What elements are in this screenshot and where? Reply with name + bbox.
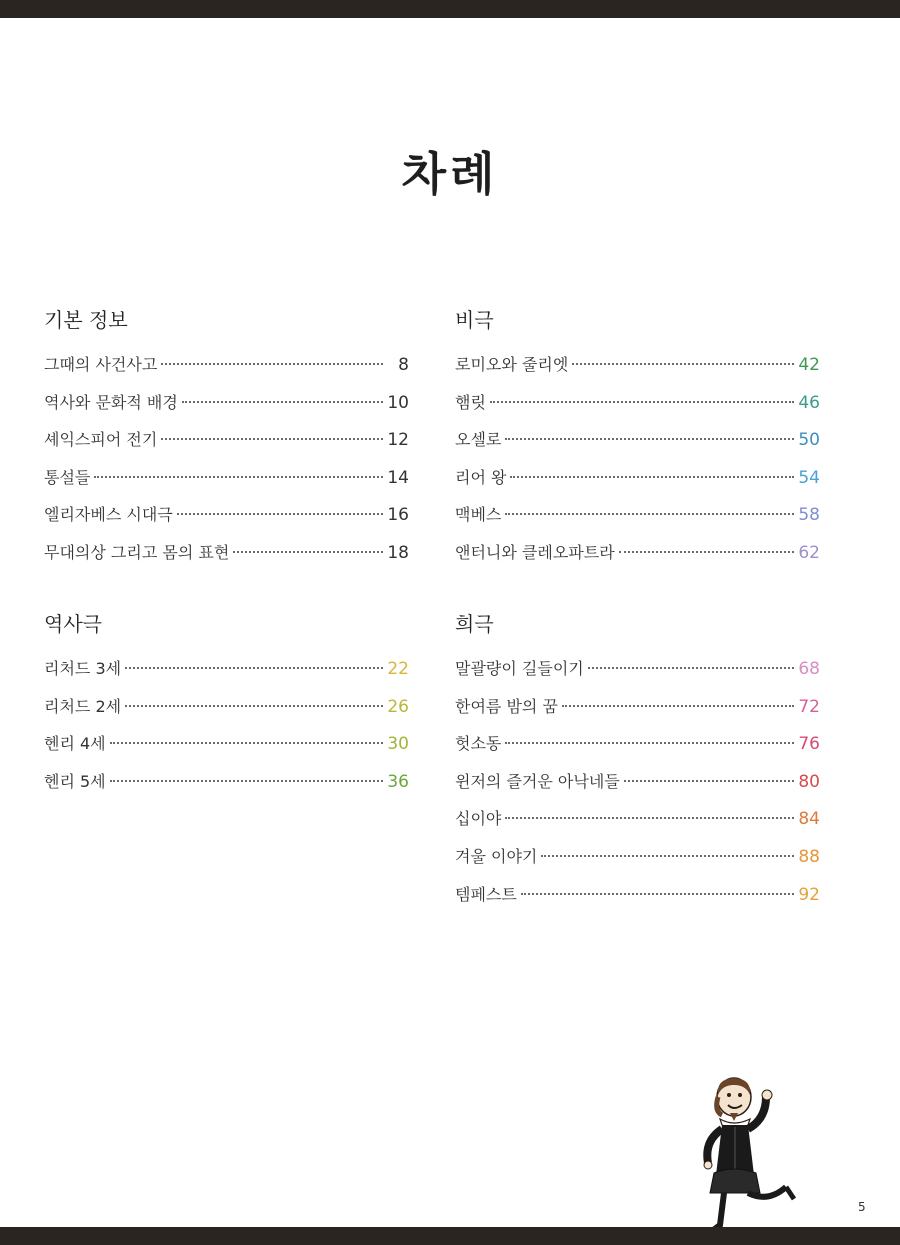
toc-entry-page: 26	[387, 696, 409, 717]
toc-entry[interactable]	[455, 800, 820, 838]
toc-entry[interactable]	[455, 650, 820, 688]
toc-entry[interactable]	[44, 346, 409, 384]
dot-leader	[510, 476, 794, 478]
dot-leader	[94, 476, 383, 478]
toc-entry[interactable]	[44, 688, 409, 726]
toc-entry-title: 헨리 5세	[44, 771, 106, 791]
dot-leader	[588, 667, 794, 669]
dot-leader	[110, 742, 383, 744]
toc-entry-page: 46	[798, 392, 820, 413]
toc-entry-page: 36	[387, 771, 409, 792]
toc-entry-title: 맥베스	[455, 505, 502, 525]
toc-entry-page: 12	[387, 430, 409, 451]
toc-entry-title: 엘리자베스 시대극	[44, 505, 173, 525]
dot-leader	[505, 438, 794, 440]
toc-entry-title: 통설들	[44, 467, 91, 487]
shakespeare-caricature-icon	[690, 1075, 810, 1235]
dot-leader	[505, 742, 794, 744]
toc-entry-title: 겨울 이야기	[455, 846, 538, 866]
toc-entry-title: 셰익스피어 전기	[44, 430, 158, 450]
toc-entry-page: 50	[798, 430, 820, 451]
dot-leader	[233, 551, 383, 553]
dot-leader	[161, 363, 383, 365]
toc-entry[interactable]	[455, 346, 820, 384]
dot-leader	[177, 513, 383, 515]
dot-leader	[125, 705, 383, 707]
toc-entry[interactable]	[455, 384, 820, 422]
toc-entry[interactable]	[455, 421, 820, 459]
toc-entry-title: 리처드 2세	[44, 696, 122, 716]
toc-entry-title: 십이야	[455, 809, 502, 829]
toc-entry-page: 92	[798, 884, 820, 905]
dot-leader	[505, 513, 794, 515]
toc-entry[interactable]	[44, 496, 409, 534]
toc-entry[interactable]	[455, 688, 820, 726]
toc-entry-page: 18	[387, 542, 409, 563]
toc-entry[interactable]	[44, 421, 409, 459]
toc-entry[interactable]	[455, 459, 820, 497]
section-basic-info	[44, 306, 409, 572]
toc-entry-title: 헛소동	[455, 734, 502, 754]
toc-entry[interactable]	[455, 534, 820, 572]
dot-leader	[619, 551, 794, 553]
dot-leader	[125, 667, 383, 669]
dot-leader	[562, 705, 794, 707]
toc-entry-page: 14	[387, 467, 409, 488]
toc-entry-title: 윈저의 즐거운 아낙네들	[455, 771, 620, 791]
section-history-plays	[44, 610, 409, 800]
toc-entry-title: 말괄량이 길들이기	[455, 659, 584, 678]
toc-entry-page: 10	[387, 392, 409, 413]
toc-entry[interactable]	[455, 763, 820, 801]
toc-entry-page: 16	[387, 505, 409, 526]
toc-entry-title: 리어 왕	[455, 467, 507, 487]
toc-entry-title: 템페스트	[455, 884, 517, 904]
toc-entry-page: 80	[798, 771, 820, 792]
dot-leader	[572, 363, 794, 365]
toc-entry-page: 84	[798, 809, 820, 830]
toc-entry[interactable]	[44, 650, 409, 688]
toc-entry[interactable]	[44, 763, 409, 801]
page-top-edge	[0, 0, 900, 18]
toc-entry-title: 앤터니와 클레오파트라	[455, 542, 615, 562]
toc-entry[interactable]	[455, 876, 820, 914]
toc-entry-title: 햄릿	[455, 392, 486, 412]
toc-entry-title: 오셀로	[455, 430, 502, 450]
toc-entry-title: 헨리 4세	[44, 734, 106, 754]
dot-leader	[541, 855, 794, 857]
toc-entry-page: 76	[798, 734, 820, 755]
toc-entry-page: 88	[798, 846, 820, 867]
toc-entry-title: 그때의 사건사고	[44, 355, 158, 374]
toc-entry-page: 68	[798, 659, 820, 679]
toc-list	[44, 346, 409, 572]
toc-entry[interactable]	[455, 838, 820, 876]
dot-leader	[161, 438, 383, 440]
section-heading: 희극	[455, 612, 494, 636]
toc-entry-page: 30	[387, 734, 409, 755]
toc-entry-page: 22	[387, 659, 409, 679]
toc-entry-page: 54	[798, 467, 820, 488]
toc-entry-page: 42	[798, 355, 820, 375]
toc-list	[455, 346, 820, 572]
toc-entry-title: 역사와 문화적 배경	[44, 392, 178, 412]
toc-entry-title: 리처드 3세	[44, 659, 122, 678]
dot-leader	[110, 780, 383, 782]
dot-leader	[505, 817, 794, 819]
page-number: 5	[858, 1200, 866, 1214]
toc-entry-page: 62	[798, 542, 820, 563]
toc-list	[455, 650, 820, 913]
toc-entry[interactable]	[44, 534, 409, 572]
section-tragedy	[455, 306, 820, 572]
toc-entry[interactable]	[455, 725, 820, 763]
dot-leader	[182, 401, 383, 403]
dot-leader	[490, 401, 794, 403]
page-bottom-edge	[0, 1227, 900, 1245]
toc-entry[interactable]	[44, 459, 409, 497]
dot-leader	[624, 780, 794, 782]
dot-leader	[521, 893, 794, 895]
toc-entry-page: 8	[398, 355, 409, 375]
toc-entry[interactable]	[44, 384, 409, 422]
toc-entry-page: 72	[798, 696, 820, 717]
section-heading: 기본 정보	[44, 308, 128, 332]
toc-entry-title: 한여름 밤의 꿈	[455, 696, 558, 716]
toc-entry[interactable]	[44, 725, 409, 763]
toc-entry-title: 로미오와 줄리엣	[455, 355, 569, 374]
toc-list	[44, 650, 409, 800]
section-heading: 역사극	[44, 612, 102, 636]
section-heading: 비극	[455, 308, 494, 332]
toc-entry[interactable]	[455, 496, 820, 534]
page-title: 차례	[401, 147, 499, 201]
section-comedy	[455, 610, 820, 913]
toc-entry-title: 무대의상 그리고 몸의 표현	[44, 542, 230, 562]
toc-entry-page: 58	[798, 505, 820, 526]
